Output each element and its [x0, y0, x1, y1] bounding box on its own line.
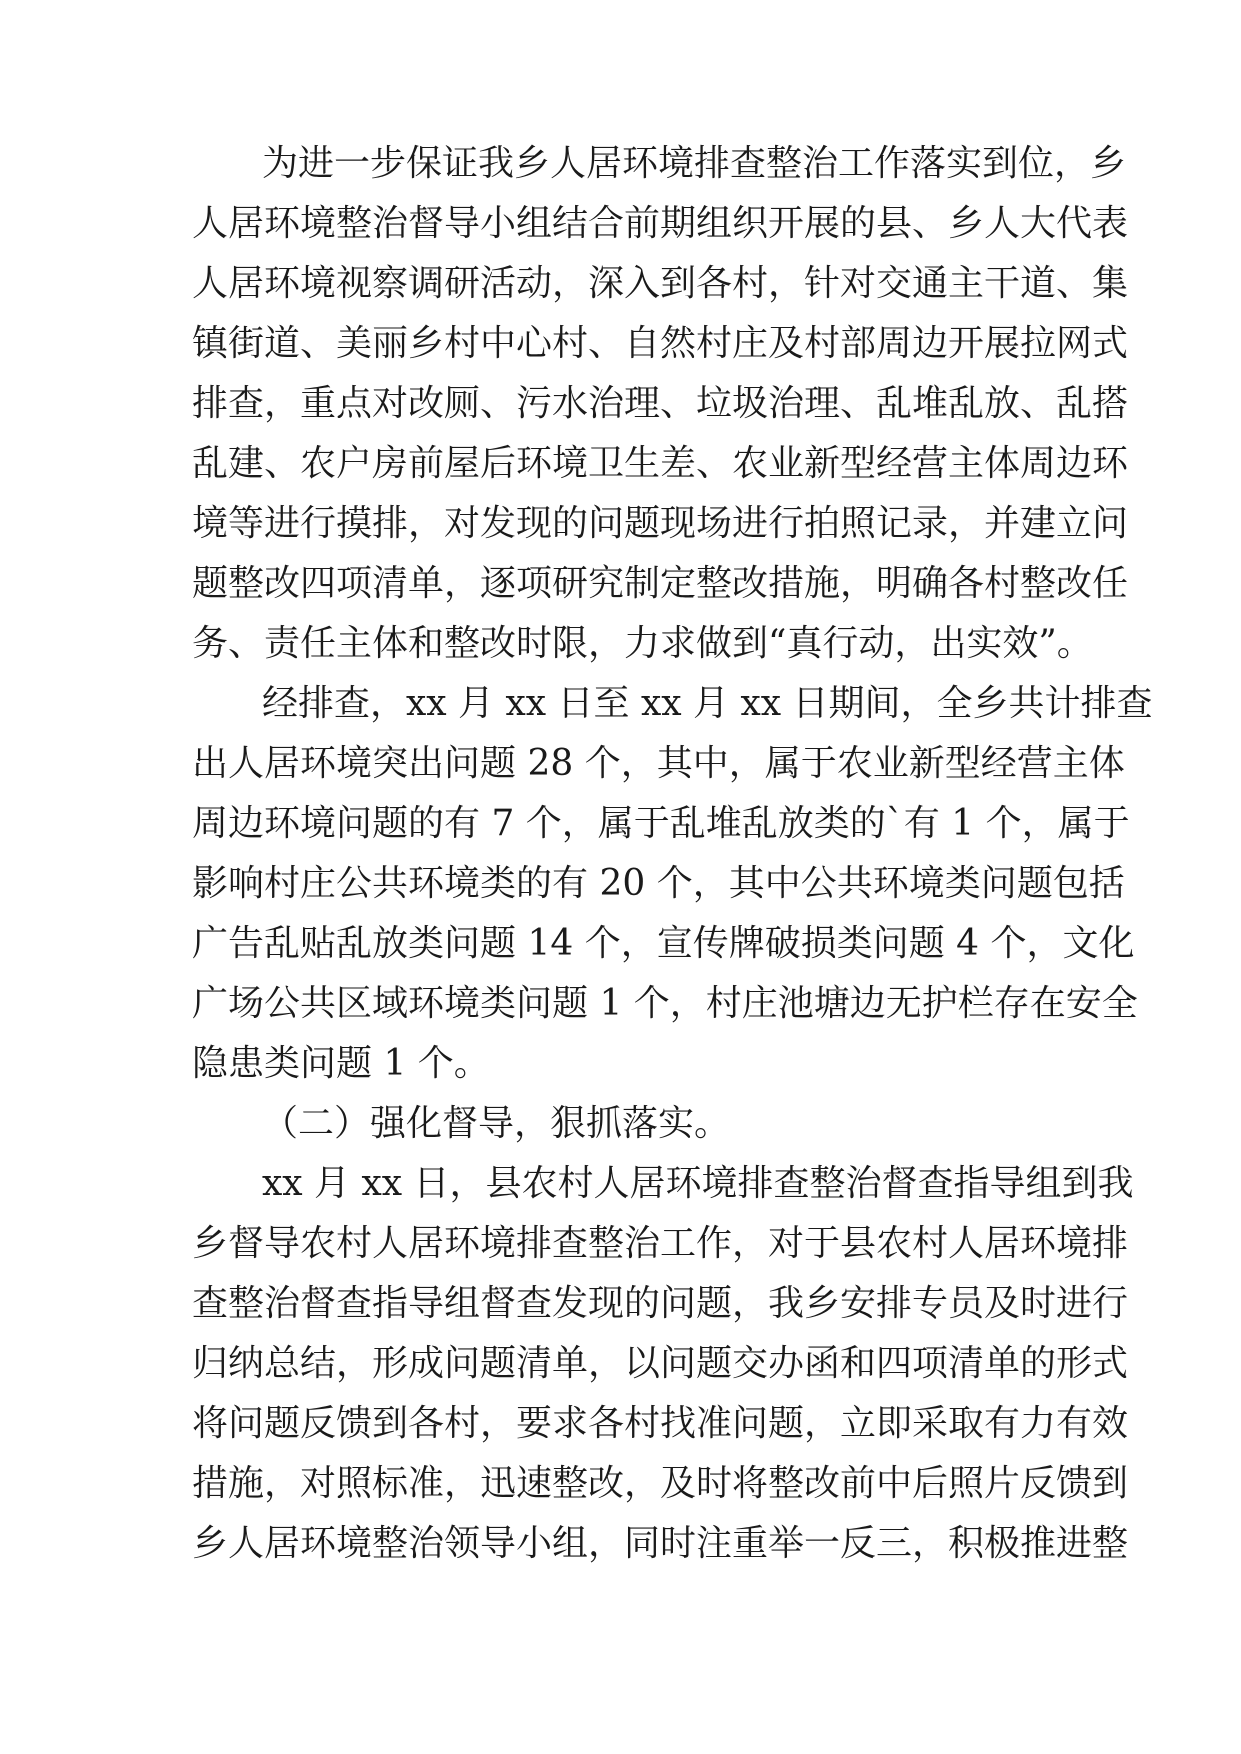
paragraph-2-line-2: 出人居环境突出问题 28 个，其中，属于农业新型经营主体 [192, 743, 1125, 784]
paragraph-2-line-3: 周边环境问题的有 7 个，属于乱堆乱放类的`有 1 个，属于 [192, 803, 1130, 844]
section-heading: （二）强化督导，狠抓落实。 [262, 1103, 731, 1144]
paragraph-2-line-1: 经排查，xx 月 xx 日至 xx 月 xx 日期间，全乡共计排查 [262, 683, 1153, 724]
paragraph-2-line-5: 广告乱贴乱放类问题 14 个，宣传牌破损类问题 4 个，文化 [192, 923, 1135, 964]
paragraph-3-line-1: xx 月 xx 日，县农村人居环境排查整治督查指导组到我 [262, 1163, 1134, 1204]
paragraph-2-line-4: 影响村庄公共环境类的有 20 个，其中公共环境类问题包括 [192, 863, 1125, 904]
paragraph-3-line-3: 查整治督查指导组督查发现的问题，我乡安排专员及时进行 [192, 1283, 1129, 1324]
paragraph-1-line-6: 乱建、农户房前屋后环境卫生差、农业新型经营主体周边环 [192, 443, 1129, 484]
paragraph-1-line-3: 人居环境视察调研活动，深入到各村，针对交通主干道、集 [192, 263, 1129, 304]
paragraph-3-line-7: 乡人居环境整治领导小组，同时注重举一反三，积极推进整 [192, 1523, 1129, 1564]
paragraph-1-line-8: 题整改四项清单，逐项研究制定整改措施，明确各村整改任 [192, 563, 1129, 604]
paragraph-1-line-2: 人居环境整治督导小组结合前期组织开展的县、乡人大代表 [192, 203, 1129, 244]
paragraph-3-line-6: 措施，对照标准，迅速整改，及时将整改前中后照片反馈到 [192, 1463, 1129, 1504]
paragraph-1-line-1: 为进一步保证我乡人居环境排查整治工作落实到位，乡 [262, 143, 1127, 184]
paragraph-1-line-9: 务、责任主体和整改时限，力求做到“真行动，出实效”。 [192, 623, 1093, 664]
paragraph-3-line-5: 将问题反馈到各村，要求各村找准问题，立即采取有力有效 [192, 1403, 1129, 1444]
paragraph-2-line-6: 广场公共区域环境类问题 1 个，村庄池塘边无护栏存在安全 [192, 983, 1138, 1024]
paragraph-2-line-7: 隐患类问题 1 个。 [192, 1043, 490, 1084]
paragraph-1-line-5: 排查，重点对改厕、污水治理、垃圾治理、乱堆乱放、乱搭 [192, 383, 1129, 424]
paragraph-1-line-7: 境等进行摸排，对发现的问题现场进行拍照记录，并建立问 [192, 503, 1129, 544]
paragraph-3-line-2: 乡督导农村人居环境排查整治工作，对于县农村人居环境排 [192, 1223, 1129, 1264]
paragraph-3-line-4: 归纳总结，形成问题清单，以问题交办函和四项清单的形式 [192, 1343, 1129, 1384]
paragraph-1-line-4: 镇街道、美丽乡村中心村、自然村庄及村部周边开展拉网式 [192, 323, 1129, 364]
